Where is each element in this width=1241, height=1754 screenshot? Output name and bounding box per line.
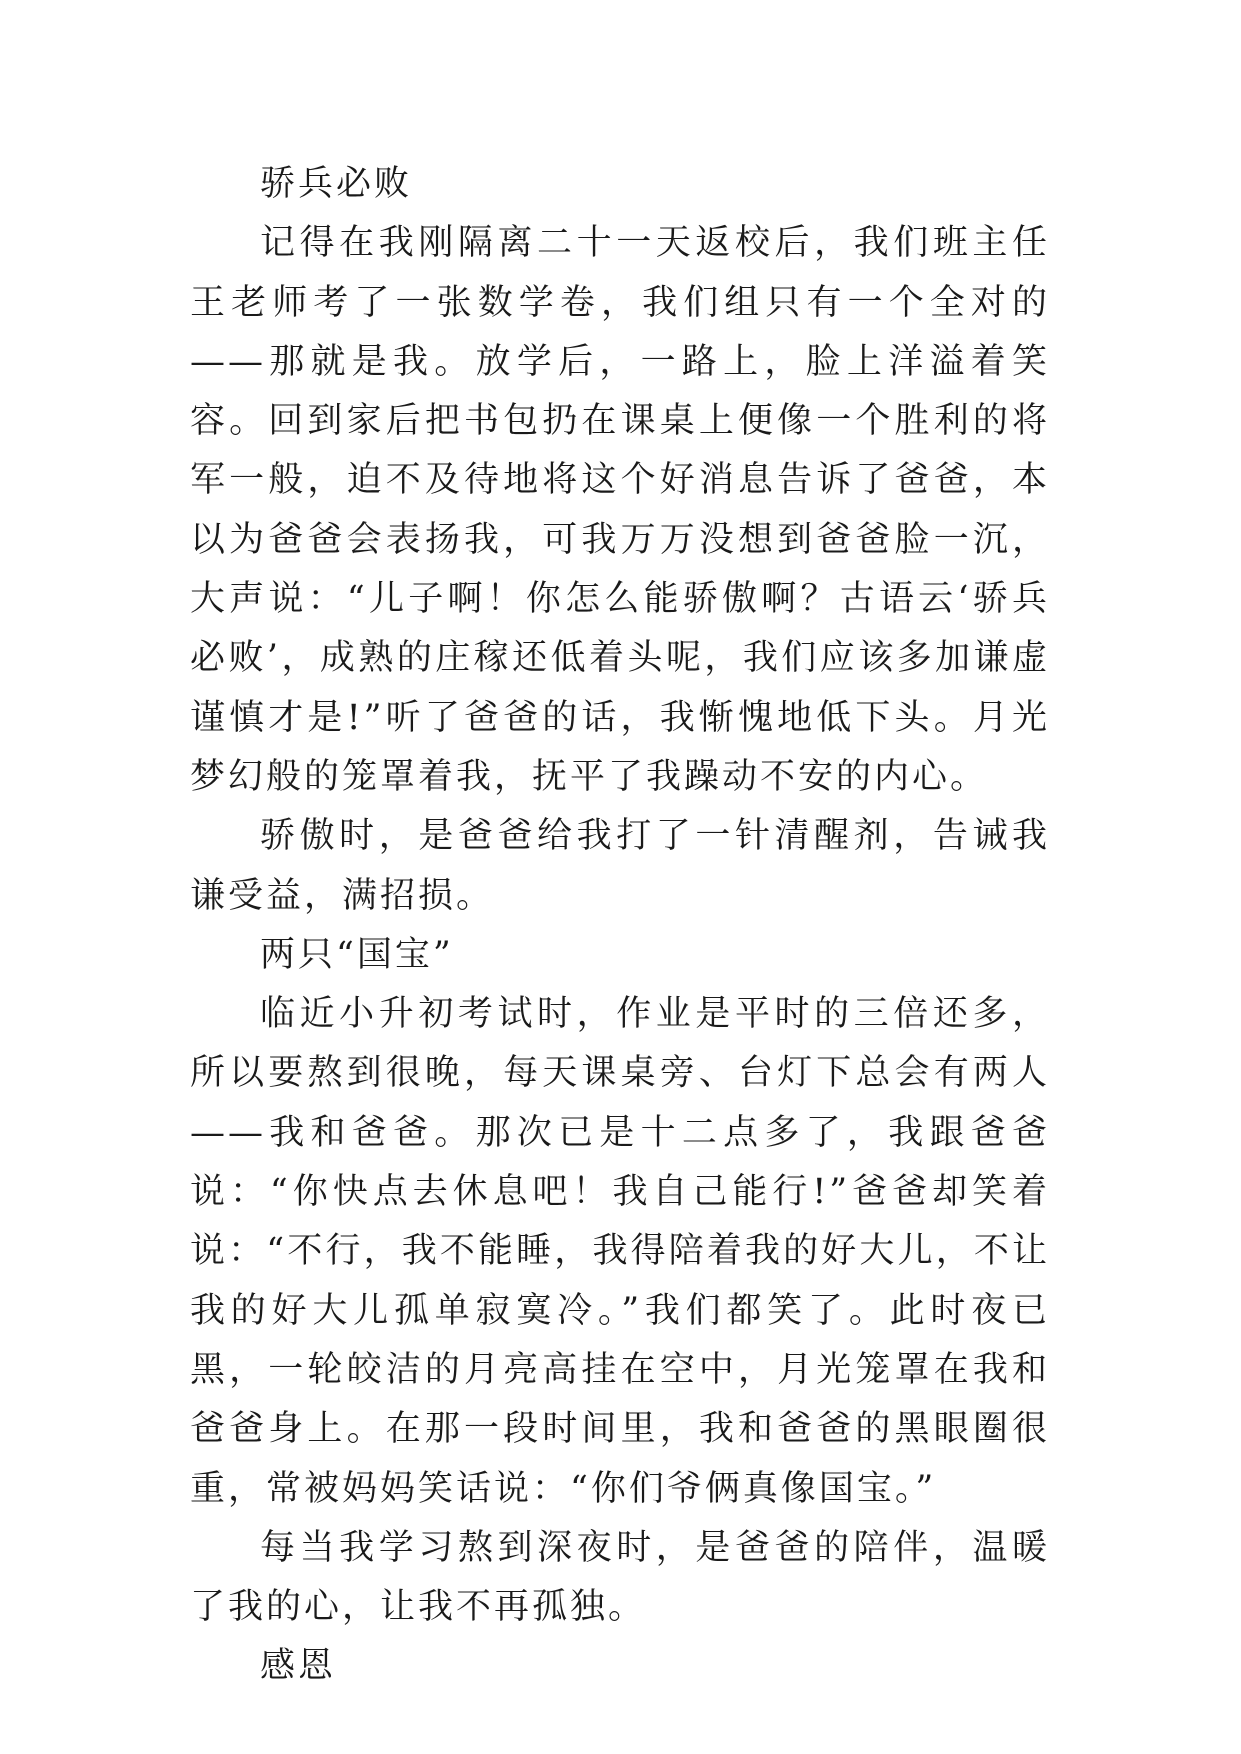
heading-gratitude: 感恩 xyxy=(260,1646,337,1687)
document-body xyxy=(190,155,1050,1697)
heading-national-treasures: 两只“国宝” xyxy=(260,934,454,975)
heading-arrogance: 骄兵必败 xyxy=(260,164,413,204)
paragraph: 记得在我刚隔离二十一天返校后，我们班主任王老师考了一张数学卷，我们组只有一个全对的——那就是我。放学后，一路上，脸上洋溢着笑容。回到家后把书包扔在课桌上便像一个胜利的将军一般，迫不及待地将这个好消息告诉了爸爸，本以为爸爸会表扬我，可我万万没想到爸爸脸一沉，大声说：“儿子啊！你怎么能骄傲啊？古语云‘骄兵必败’，成熟的庄稼还低着头呢，我们应该多加谦虚谨慎才是!”听了爸爸的话，我惭愧地低下头。月光梦幻般的笼罩着我，抚平了我躁动不安的内心。 xyxy=(190,223,1050,797)
paragraph: 骄傲时，是爸爸给我打了一针清醒剂，告诫我谦受益，满招损。 xyxy=(190,816,1050,916)
paragraph: 每当我学习熬到深夜时，是爸爸的陪伴，温暖了我的心，让我不再孤独。 xyxy=(190,1527,1050,1628)
paragraph: 临近小升初考试时，作业是平时的三倍还多，所以要熬到很晚，每天课桌旁、台灯下总会有两人——我和爸爸。那次已是十二点多了，我跟爸爸说：“你快点去休息吧！我自己能行!”爸爸却笑着说：“不行，我不能睡，我得陪着我的好大儿，不让我的好大儿孤单寂寞冷。”我们都笑了。此时夜已黑，一轮皎洁的月亮高挂在空中，月光笼罩在我和爸爸身上。在那一段时间里，我和爸爸的黑眼圈很重，常被妈妈笑话说：“你们爷俩真像国宝。” xyxy=(190,994,1050,1509)
